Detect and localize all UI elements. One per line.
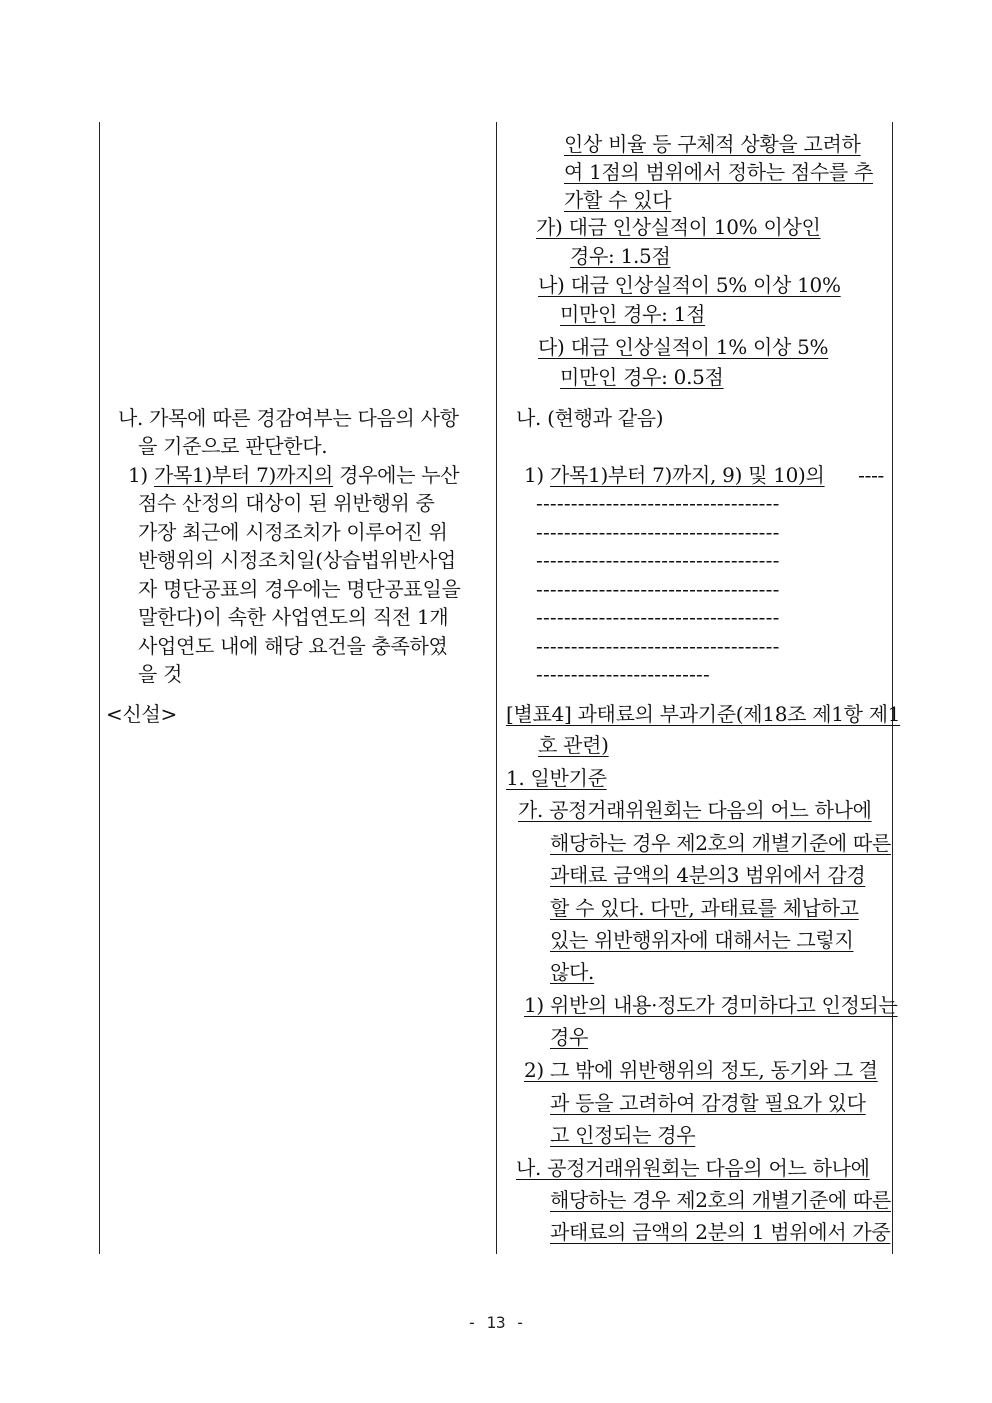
right-na-line-2: 미만인 경우: 1점 — [560, 302, 706, 326]
annex-na-line: 나. 공정거래위원회는 다음의 어느 하나에 — [516, 1156, 870, 1180]
page-number: - 13 - — [467, 1313, 525, 1332]
left-na-item-line-2: 을 기준으로 판단한다. — [138, 434, 328, 458]
right-dash-line: ----------------------------------- — [536, 520, 780, 544]
right-sub1-dash-tail: ---- — [858, 463, 884, 487]
left-na-item-text-1: 나. 가목에 따른 경감여부는 다음의 사항 — [118, 406, 459, 430]
left-sub1-tail: 경우에는 누산 — [333, 463, 460, 487]
right-dash-line: ----------------------------------- — [536, 605, 780, 629]
right-sub1-underlined: 가목1)부터 7)까지, 9) 및 10)의 — [550, 463, 825, 487]
right-na-same: 나. (현행과 같음) — [516, 406, 664, 430]
left-sub1-line: 말한다)이 속한 사업연도의 직전 1개 — [138, 605, 449, 629]
annex-ga-line: 과태료 금액의 4분의3 범위에서 감경 — [550, 863, 866, 887]
annex-title-line-1: [별표4] 과태료의 부과기준(제18조 제1항 제1 — [506, 702, 901, 726]
annex-na-line: 해당하는 경우 제2호의 개별기준에 따른 — [550, 1188, 891, 1212]
left-sub1-line: 을 것 — [138, 662, 183, 686]
left-sub1-first-line — [128, 461, 486, 489]
left-sub1-line: 사업연도 내에 해당 요건을 충족하였 — [138, 634, 448, 658]
right-top-line: 가할 수 있다 — [564, 188, 672, 212]
column-divider-line — [496, 122, 497, 1254]
right-top-line: 인상 비율 등 구체적 상황을 고려하 — [564, 132, 861, 156]
left-sub1-line: 자 명단공표의 경우에는 명단공표일을 — [138, 577, 461, 601]
left-sub1-line: 점수 산정의 대상이 된 위반행위 중 — [138, 491, 435, 515]
left-sub1-line: 반행위의 시정조치일(상습법위반사업 — [138, 548, 456, 572]
right-dash-line: ----------------------------------- — [536, 577, 780, 601]
new-provision-marker: <신설> — [106, 702, 177, 726]
right-da-line-1: 다) 대금 인상실적이 1% 이상 5% — [538, 335, 829, 359]
annex-ga-line: 가. 공정거래위원회는 다음의 어느 하나에 — [518, 798, 872, 822]
annex-na-line: 과태료의 금액의 2분의 1 범위에서 가중 — [550, 1220, 891, 1244]
annex-ga-line: 해당하는 경우 제2호의 개별기준에 따른 — [550, 831, 891, 855]
right-da-line-2: 미만인 경우: 0.5점 — [560, 365, 724, 389]
annex-sub1-line: 1) 위반의 내용·정도가 경미하다고 인정되는 — [524, 993, 898, 1017]
annex-sub2-line: 과 등을 고려하여 감경할 필요가 있다 — [550, 1091, 866, 1115]
left-border-line — [99, 122, 100, 1254]
right-ga-line-2: 경우: 1.5점 — [570, 244, 671, 268]
right-dash-line: ------------------------- — [536, 662, 710, 686]
right-sub1-first-line — [524, 461, 884, 489]
annex-sub1-line: 경우 — [550, 1025, 589, 1049]
annex-sub2-line: 2) 그 밖에 위반행위의 정도, 동기와 그 결 — [524, 1058, 878, 1082]
annex-sub2-line: 고 인정되는 경우 — [550, 1123, 696, 1147]
right-dash-line: ----------------------------------- — [536, 548, 780, 572]
left-sub1-underlined: 가목1)부터 7)까지의 — [154, 463, 334, 487]
left-sub1-number: 1) — [128, 463, 154, 487]
left-na-item-line-1 — [118, 404, 486, 432]
annex-ga-line: 할 수 있다. 다만, 과태료를 체납하고 — [550, 896, 859, 920]
right-border-line — [892, 122, 893, 1254]
right-sub1-number: 1) — [524, 463, 550, 487]
right-top-line: 여 1점의 범위에서 정하는 점수를 추 — [564, 160, 873, 184]
annex-ga-line: 않다. — [550, 960, 595, 984]
annex-ga-line: 있는 위반행위자에 대해서는 그렇지 — [550, 928, 854, 952]
annex-title-line-2: 호 관련) — [538, 733, 609, 757]
annex-general-heading: 1. 일반기준 — [506, 766, 607, 790]
right-ga-line-1: 가) 대금 인상실적이 10% 이상인 — [536, 215, 821, 239]
right-dash-line: ----------------------------------- — [536, 491, 780, 515]
right-dash-line: ----------------------------------- — [536, 634, 780, 658]
left-sub1-line: 가장 최근에 시정조치가 이루어진 위 — [138, 520, 448, 544]
right-na-line-1: 나) 대금 인상실적이 5% 이상 10% — [538, 273, 841, 297]
